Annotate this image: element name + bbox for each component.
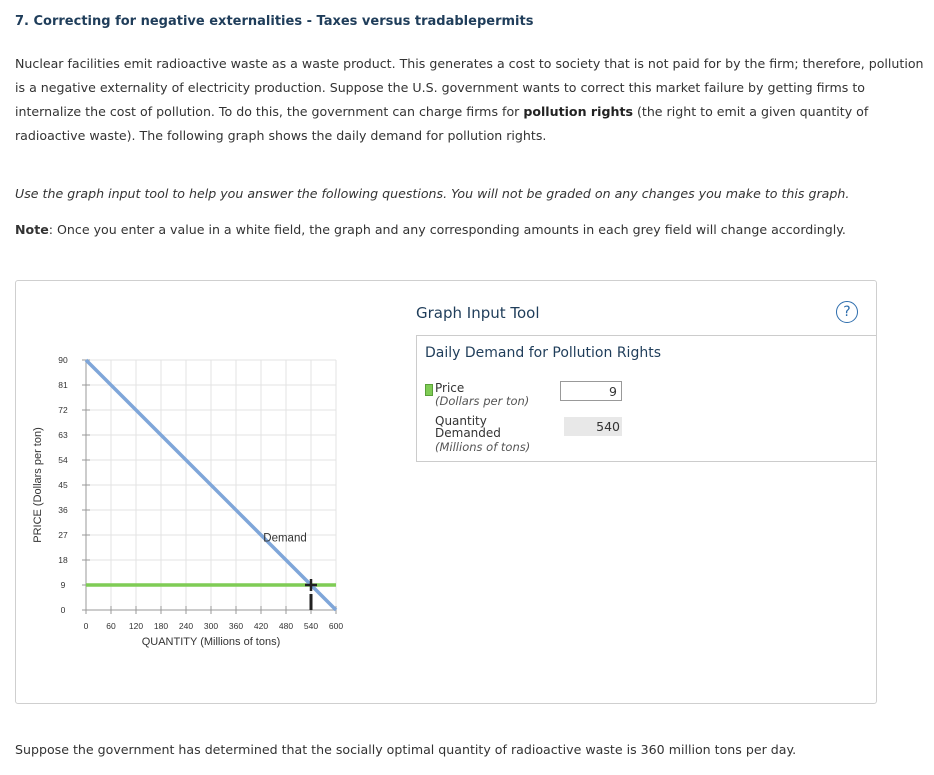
help-icon[interactable]: ? bbox=[836, 301, 858, 323]
ticks bbox=[58, 355, 343, 631]
x-tick-label: 180 bbox=[153, 621, 169, 631]
intro-text-1: Nuclear facilities emit radioactive waste as a waste product. This generates a cost to society that is not paid for by the firm; therefore, pollution is a negative externality of electricity production. Suppose the U.S. government wants to correct this market failure by getting firms to internalize the cost of pollution. To do this, the government can charge firms for bbox=[15, 56, 924, 119]
y-tick-label: 45 bbox=[58, 480, 68, 490]
note-text: : Once you enter a value in a white field, the graph and any corresponding amounts in each grey field will change accordingly. bbox=[48, 222, 846, 237]
y-tick-label: 27 bbox=[58, 530, 68, 540]
demand-chart[interactable] bbox=[16, 281, 416, 701]
instructions: Use the graph input tool to help you answer the following questions. You will not be graded on any changes you make to this graph. bbox=[15, 186, 850, 201]
y-axis-label: PRICE (Dollars per ton) bbox=[32, 427, 44, 543]
y-tick-label: 18 bbox=[58, 555, 68, 565]
quantity-units: (Millions of tons) bbox=[435, 440, 531, 454]
x-tick-label: 60 bbox=[106, 621, 116, 631]
y-tick-label: 72 bbox=[58, 405, 68, 415]
y-tick-label: 63 bbox=[58, 430, 68, 440]
price-units: (Dollars per ton) bbox=[435, 394, 530, 408]
y-tick-label: 0 bbox=[60, 605, 66, 615]
x-tick-label: 360 bbox=[228, 621, 244, 631]
tool-heading: Daily Demand for Pollution Rights bbox=[425, 345, 661, 361]
x-tick-label: 480 bbox=[278, 621, 294, 631]
x-tick-label: 600 bbox=[328, 621, 344, 631]
price-legend-swatch bbox=[425, 384, 433, 396]
page-title: 7. Correcting for negative externalities - Taxes versus tradablepermits bbox=[15, 14, 534, 29]
graph-input-tool-title: Graph Input Tool bbox=[416, 304, 540, 322]
demand-curve-label: Demand bbox=[263, 532, 307, 545]
quantity-demanded-value: 540 bbox=[564, 417, 622, 436]
note-label: Note bbox=[15, 222, 49, 237]
y-tick-label: 9 bbox=[60, 580, 66, 590]
price-label: Price bbox=[435, 381, 465, 395]
x-tick-label: 240 bbox=[178, 621, 194, 631]
intro-bold-term: pollution rights bbox=[523, 104, 633, 119]
x-axis-label: QUANTITY (Millions of tons) bbox=[141, 636, 281, 648]
question-text: Suppose the government has determined that the socially optimal quantity of radioactive waste is 360 million tons per day. bbox=[15, 742, 797, 757]
graph-panel bbox=[15, 280, 877, 704]
intro-text-2: (the right to emit a given quantity of radioactive waste). The following graph shows the daily demand for pollution rights. bbox=[15, 104, 869, 143]
x-tick-label: 540 bbox=[303, 621, 319, 631]
quantity-label-2: Demanded bbox=[435, 426, 501, 440]
y-tick-label: 54 bbox=[58, 455, 68, 465]
x-tick-label: 420 bbox=[253, 621, 269, 631]
input-tool-box bbox=[416, 335, 876, 462]
intro-paragraph bbox=[15, 52, 930, 148]
note bbox=[15, 222, 846, 237]
x-tick-label: 0 bbox=[83, 621, 89, 631]
x-tick-label: 300 bbox=[203, 621, 219, 631]
price-input[interactable] bbox=[560, 381, 622, 401]
y-tick-label: 36 bbox=[58, 505, 68, 515]
y-tick-label: 90 bbox=[58, 355, 68, 365]
x-tick-label: 120 bbox=[128, 621, 144, 631]
quantity-label-1: Quantity bbox=[435, 414, 487, 428]
y-tick-label: 81 bbox=[58, 380, 68, 390]
